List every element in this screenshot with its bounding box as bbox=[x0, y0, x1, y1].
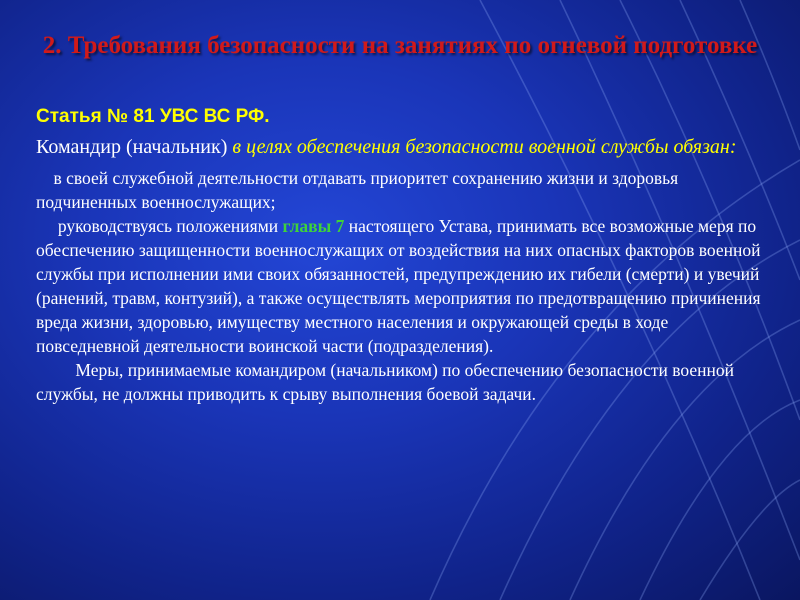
paragraph-3-text: Меры, принимаемые командиром (начальником) по обеспечению безопасности военной службы, не должны приводить к срыву выполнения боевой задачи. bbox=[36, 360, 735, 404]
paragraph-2-after: настоящего Устава, принимать все возможные меря по обеспечению защищенности военнослужащих от воздействия на них опасных факторов военной службы при исполнении ими своих обязанностей, предупреждению их гибели (смерти) и увечий (ранений, травм, контузий), а также осуществлять мероприятия по предотвращению причинения вреда жизни, здоровью, имуществу местного населения и окружающей среды в ходе повседневной деятельности воинской части (подразделения). bbox=[36, 216, 761, 356]
intro-plain: Командир (начальник) bbox=[36, 136, 233, 158]
article-heading: Статья № 81 УВС ВС РФ. bbox=[36, 106, 270, 127]
chapter-reference: главы 7 bbox=[282, 216, 345, 236]
paragraph-3 bbox=[36, 358, 762, 406]
paragraph-2 bbox=[36, 214, 762, 358]
paragraph-1-text: в своей служебной деятельности отдавать приоритет сохранению жизни и здоровья подчиненных военнослужащих; bbox=[36, 168, 679, 212]
paragraph-1 bbox=[36, 166, 762, 214]
content-body bbox=[36, 104, 762, 406]
intro-highlight: в целях обеспечения безопасности военной службы обязан: bbox=[232, 136, 737, 158]
paragraph-2-before: руководствуясь положениями bbox=[57, 216, 283, 236]
slide-title: 2. Требования безопасности на занятиях по огневой подготовке bbox=[42, 32, 758, 59]
intro-text bbox=[36, 134, 762, 160]
